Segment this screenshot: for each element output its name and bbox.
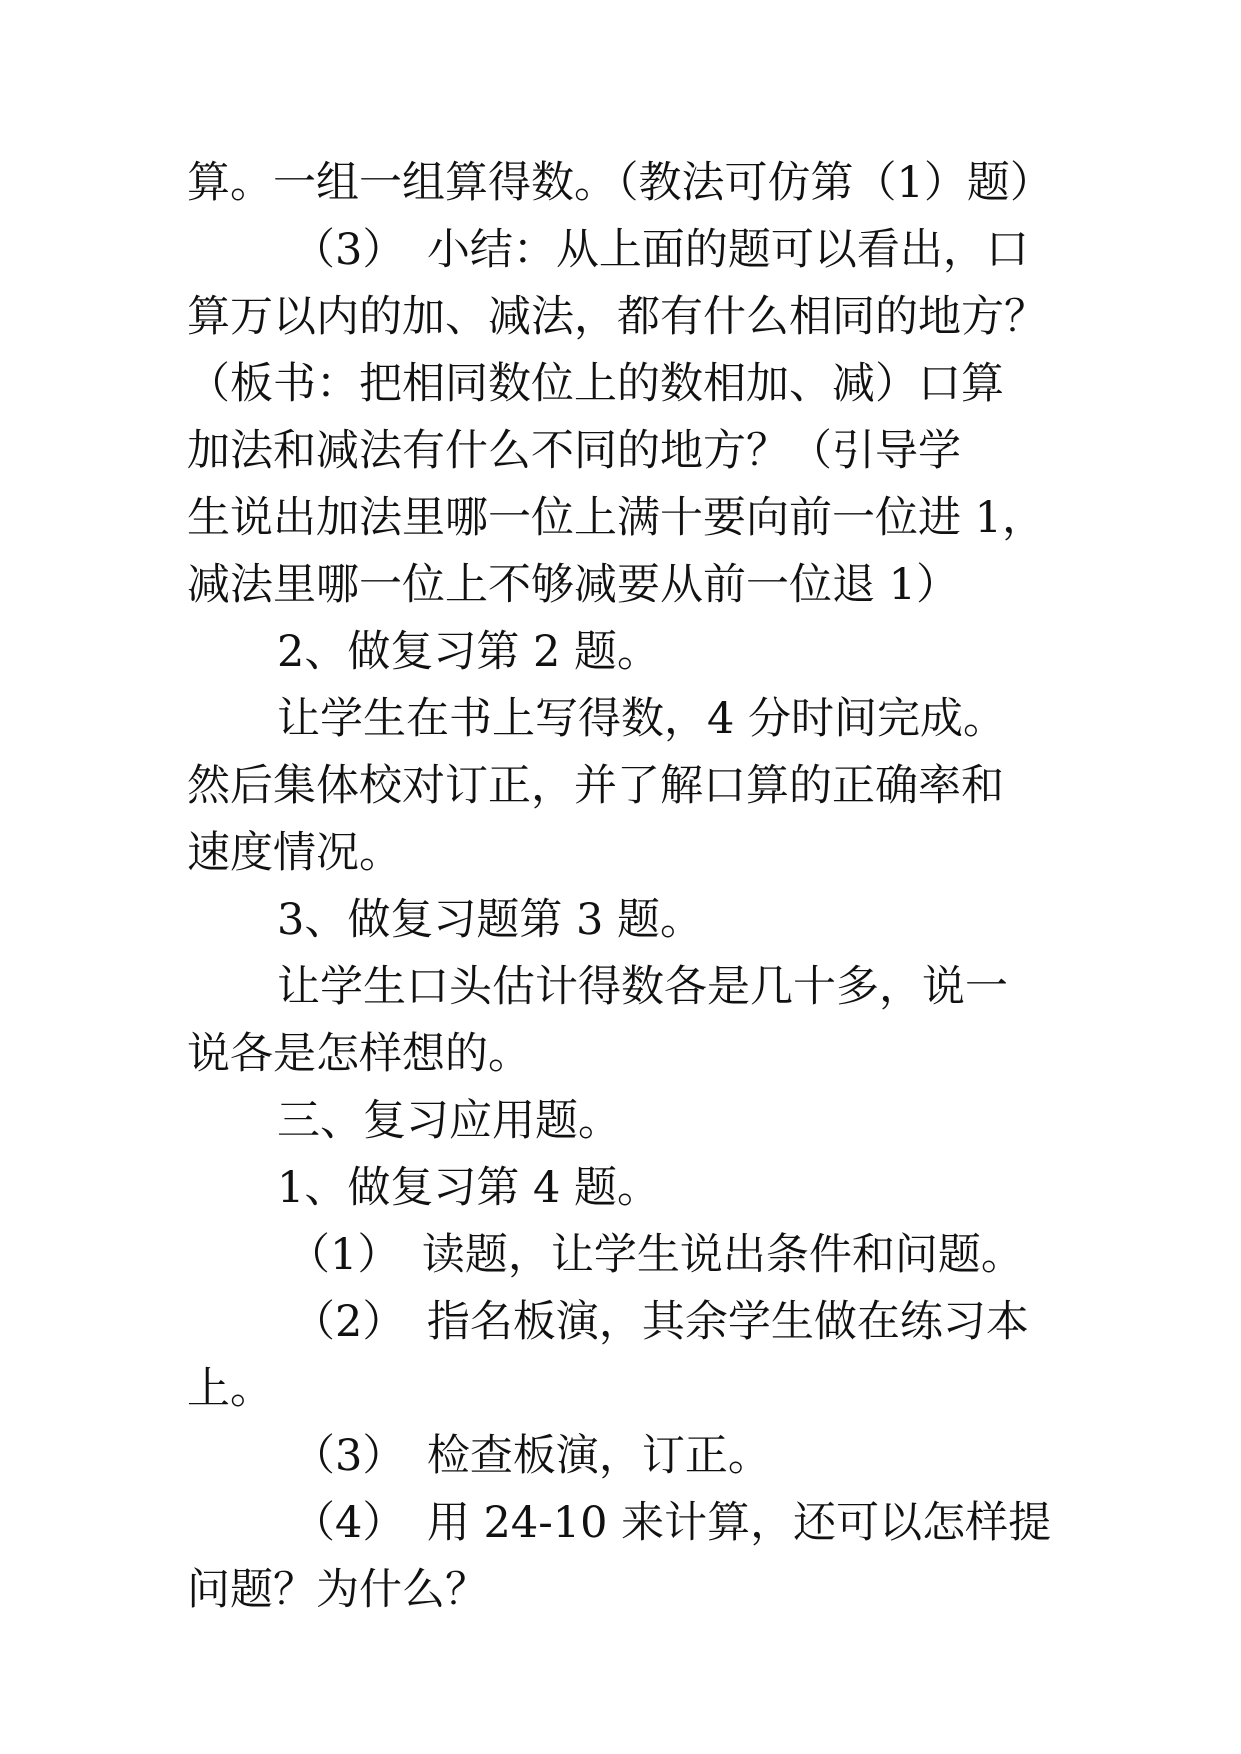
text-line: 速度情况。 [187, 828, 402, 878]
text-line: 说各是怎样想的。 [187, 1029, 531, 1079]
text-line: 3、做复习题第 3 题。 [277, 895, 704, 945]
text-line: （3） 小结：从上面的题可以看出，口 [292, 225, 1029, 275]
text-line: 减法里哪一位上不够减要从前一位退 1） [187, 560, 960, 610]
text-line: （2） 指名板演，其余学生做在练习本 [292, 1297, 1029, 1347]
text-line: 加法和减法有什么不同的地方？（引导学 [187, 426, 961, 476]
text-line: （板书：把相同数位上的数相加、减）口算 [187, 359, 1004, 409]
text-line: 算万以内的加、减法，都有什么相同的地方？ [187, 292, 1047, 342]
document-body [187, 150, 1087, 1624]
text-line: （4） 用 24-10 来计算，还可以怎样提 [292, 1498, 1052, 1548]
text-line: （3） 检查板演，订正。 [292, 1431, 771, 1481]
text-line: （1） 读题，让学生说出条件和问题。 [287, 1230, 1024, 1280]
text-line: 让学生口头估计得数各是几十多，说一 [277, 962, 1008, 1012]
text-line: 2、做复习第 2 题。 [277, 627, 661, 677]
text-line: 1、做复习第 4 题。 [277, 1163, 661, 1213]
text-line: 生说出加法里哪一位上满十要向前一位进 1， [187, 493, 1046, 543]
text-line: 然后集体校对订正，并了解口算的正确率和 [187, 761, 1004, 811]
text-line: 问题？为什么？ [187, 1565, 488, 1615]
text-line: 三、复习应用题。 [277, 1096, 621, 1146]
text-line: 算。一组一组算得数。（教法可仿第（1）题） [187, 158, 1053, 208]
text-line: 让学生在书上写得数，4 分时间完成。 [277, 694, 1007, 744]
text-line: 上。 [187, 1364, 273, 1414]
